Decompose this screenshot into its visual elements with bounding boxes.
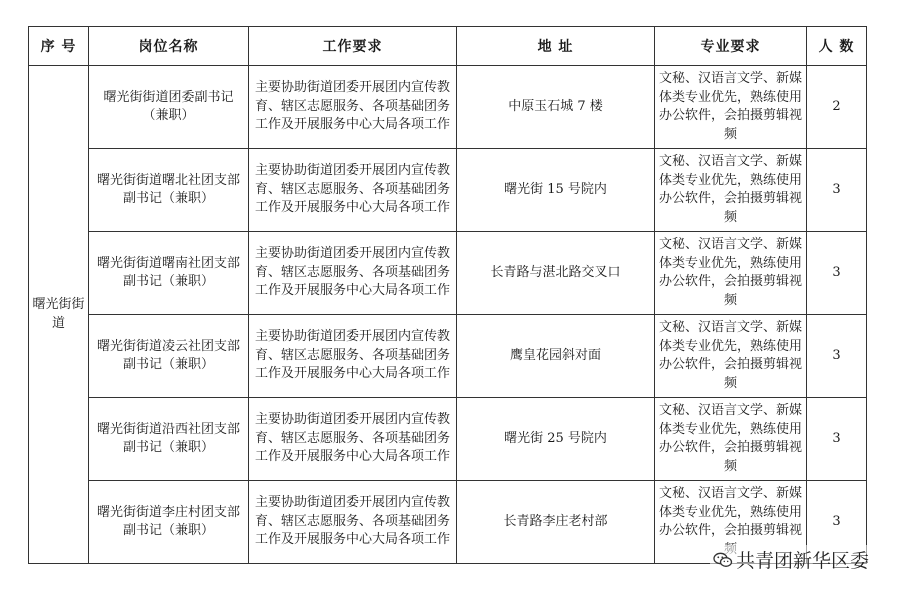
header-position-name: 岗位名称: [89, 27, 249, 66]
duty-cell: 主要协助街道团委开展团内宣传教育、辖区志愿服务、各项基础团务工作及开展服务中心大局各项工作: [249, 149, 457, 232]
header-address: 地 址: [457, 27, 655, 66]
specialty-cell: 文秘、汉语言文学、新媒体类专业优先，熟练使用办公软件，会拍摄剪辑视频: [655, 315, 807, 398]
specialty-cell: 文秘、汉语言文学、新媒体类专业优先，熟练使用办公软件，会拍摄剪辑视: [655, 481, 807, 564]
duty-cell: 主要协助街道团委开展团内宣传教育、辖区志愿服务、各项基础团务工作及开展服务中心大局各项工作: [249, 232, 457, 315]
header-count: 人 数: [807, 27, 867, 66]
address-cell: 曙光街 15 号院内: [457, 149, 655, 232]
header-duty: 工作要求: [249, 27, 457, 66]
wechat-icon: [713, 552, 733, 568]
watermark-text: 共青团新华区委: [735, 550, 869, 572]
table-row: [29, 149, 867, 232]
position-name-cell: 曙光街街道团委副书记（兼职）: [89, 66, 249, 149]
address-cell: 长青路与湛北路交叉口: [457, 232, 655, 315]
duty-cell: 主要协助街道团委开展团内宣传教育、辖区志愿服务、各项基础团务工作及开展服务中心大局各项工作: [249, 66, 457, 149]
watermark: [710, 545, 872, 574]
address-cell: 鹰皇花园斜对面: [457, 315, 655, 398]
duty-cell: 主要协助街道团委开展团内宣传教育、辖区志愿服务、各项基础团务工作及开展服务中心大局各项工作: [249, 481, 457, 564]
table-row: [29, 315, 867, 398]
table-row: [29, 66, 867, 149]
position-name-cell: 曙光街街道曙南社团支部副书记（兼职）: [89, 232, 249, 315]
header-specialty: 专业要求: [655, 27, 807, 66]
address-cell: 曙光街 25 号院内: [457, 398, 655, 481]
count-cell: 3: [807, 481, 867, 564]
count-cell: 3: [807, 149, 867, 232]
position-name-cell: 曙光街街道曙北社团支部副书记（兼职）: [89, 149, 249, 232]
duty-cell: 主要协助街道团委开展团内宣传教育、辖区志愿服务、各项基础团务工作及开展服务中心大局各项工作: [249, 398, 457, 481]
count-cell: 3: [807, 398, 867, 481]
position-name-cell: 曙光街街道李庄村团支部副书记（兼职）: [89, 481, 249, 564]
address-cell: 中原玉石城 7 楼: [457, 66, 655, 149]
specialty-cell: 文秘、汉语言文学、新媒体类专业优先，熟练使用办公软件，会拍摄剪辑视频: [655, 398, 807, 481]
specialty-cell: 文秘、汉语言文学、新媒体类专业优先，熟练使用办公软件，会拍摄剪辑视频: [655, 149, 807, 232]
position-name-cell: 曙光街街道凌云社团支部副书记（兼职）: [89, 315, 249, 398]
count-cell: 3: [807, 315, 867, 398]
header-index: 序 号: [29, 27, 89, 66]
recruitment-table: [28, 26, 867, 564]
specialty-cell: 文秘、汉语言文学、新媒体类专业优先，熟练使用办公软件，会拍摄剪辑视频: [655, 232, 807, 315]
table-row: [29, 232, 867, 315]
count-cell: 2: [807, 66, 867, 149]
specialty-cell: 文秘、汉语言文学、新媒体类专业优先，熟练使用办公软件，会拍摄剪辑视频: [655, 66, 807, 149]
table-header-row: [29, 27, 867, 66]
position-name-cell: 曙光街街道沿西社团支部副书记（兼职）: [89, 398, 249, 481]
count-cell: 3: [807, 232, 867, 315]
duty-cell: 主要协助街道团委开展团内宣传教育、辖区志愿服务、各项基础团务工作及开展服务中心大局各项工作: [249, 315, 457, 398]
table-row: [29, 398, 867, 481]
district-cell: 曙光街街道: [29, 66, 89, 564]
address-cell: 长青路李庄老村部: [457, 481, 655, 564]
